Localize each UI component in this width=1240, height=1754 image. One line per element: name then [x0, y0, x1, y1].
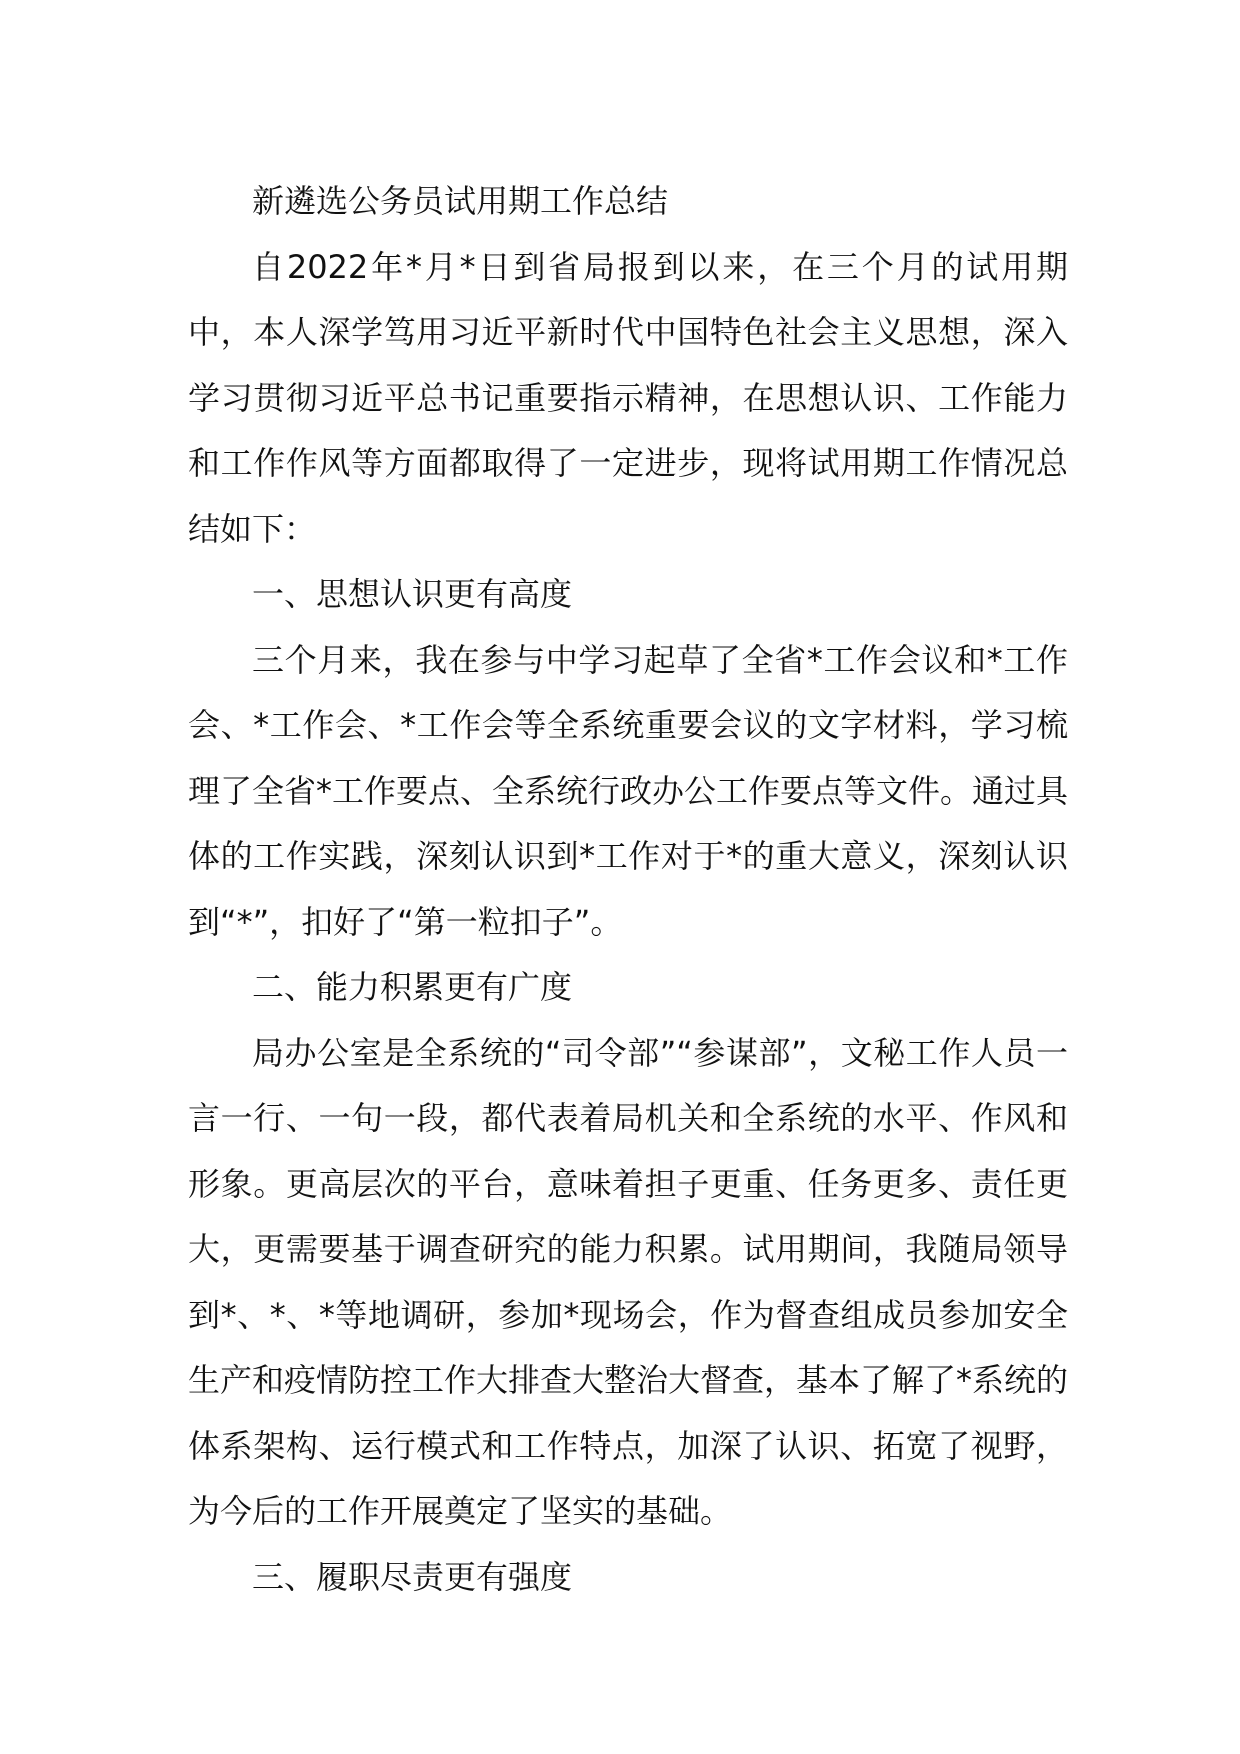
- section-2-heading: 二、能力积累更有广度: [252, 968, 573, 1006]
- section-2-paragraph: 局办公室是全系统的“司令部”“参谋部”，文秘工作人员一言一行、一句一段，都代表着局机关和全系统的水平、作风和形象。更高层次的平台，意味着担子更重、任务更多、责任更大，更需要基于调查研究的能力积累。试用期间，我随局领导到*、*、*等地调研，参加*现场会，作为督查组成员参加安全生产和疫情防控工作大排查大整治大督查，基本了解了*系统的体系架构、运行模式和工作特点，加深了认识、拓宽了视野，为今后的工作开展奠定了坚实的基础。: [188, 1033, 1069, 1530]
- document-body: [188, 169, 1068, 1610]
- section-1-heading: 一、思想认识更有高度: [252, 575, 573, 613]
- section-3-heading: 三、履职尽责更有强度: [252, 1557, 573, 1596]
- document-title: 新遴选公务员试用期工作总结: [252, 182, 669, 220]
- section-1-paragraph: 三个月来，我在参与中学习起草了全省*工作会议和*工作会、*工作会、*工作会等全系统重要会议的文字材料，学习梳理了全省*工作要点、全系统行政办公工作要点等文件。通过具体的工作实践，深刻认识到*工作对于*的重大意义，深刻认识到“*”，扣好了“第一粒扣子”。: [188, 640, 1069, 941]
- intro-paragraph: 自2022年*月*日到省局报到以来，在三个月的试用期中，本人深学笃用习近平新时代中国特色社会主义思想，深入学习贯彻习近平总书记重要指示精神，在思想认识、工作能力和工作作风等方面都取得了一定进步，现将试用期工作情况总结如下：: [188, 247, 1068, 548]
